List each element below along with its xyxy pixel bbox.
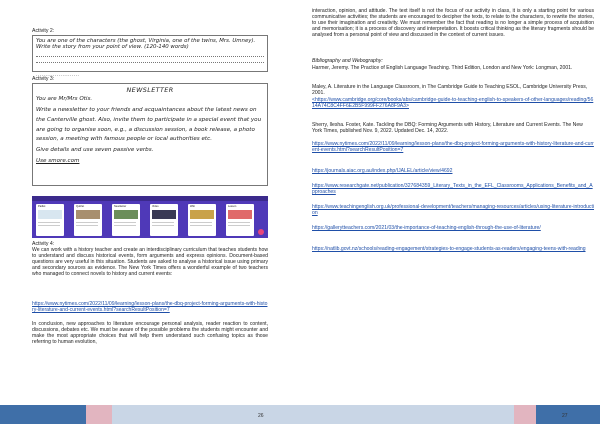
activity3-line3: Give details and use seven passive verbs. bbox=[36, 146, 154, 153]
newsletter-heading: NEWSLETTER bbox=[126, 86, 174, 94]
activity3-line4: Use smore.com bbox=[36, 158, 80, 165]
screenshot-card: Padlet bbox=[36, 204, 64, 236]
answer-line-2 bbox=[36, 57, 264, 63]
screenshot-card: Wiki bbox=[188, 204, 216, 236]
footer-band-light bbox=[112, 405, 300, 424]
activity3-label: Activity 3: bbox=[32, 76, 55, 82]
screenshot-card: Video bbox=[150, 204, 178, 236]
page-number: 26 bbox=[258, 413, 264, 419]
screenshot-card: Quizlet bbox=[74, 204, 102, 236]
footer-band-pink bbox=[86, 405, 112, 424]
footer-band-blue bbox=[536, 405, 600, 424]
screenshot-card: Lesson bbox=[226, 204, 254, 236]
reference-link[interactable]: https://www.nytimes.com/2022/11/09/learning/lesson-plans/the-dbq-project-forming-arguments-with-history-literature-and-current-events.html?searchResultPosition=7 bbox=[312, 141, 594, 154]
page-number: 27 bbox=[562, 413, 568, 419]
footer-band-blue bbox=[0, 405, 86, 424]
answer-line-tail: ....................... bbox=[36, 71, 80, 78]
reference-link[interactable]: https://gallerytteachers.com/2021/03/the-importance-of-teaching-english-through-the-use-of-literature/ bbox=[312, 225, 541, 231]
activity2-prompt: You are one of the characters (the ghost, Virginia, one of the twins, Mrs. Umney). Write the story from your point of view. (120-140 words) bbox=[36, 38, 256, 51]
reference-link[interactable]: https://journals.aiac.org.au/index.php/IJALEL/article/view/4692 bbox=[312, 168, 453, 174]
reference-link[interactable]: https://www.researchgate.net/publication/327684359_Literary_Texts_in_the_EFL_Classrooms_Applications_Benefits_and_Approaches bbox=[312, 183, 593, 196]
reference-link[interactable]: <https://www.cambridge.org/core/books/abs/cambridge-guide-to-teaching-english-to-speakers-of-other-languages/reading/5614A74C8C4FF6E2B5F999FF276A8F9A3> bbox=[312, 97, 594, 110]
conclusion-text: In conclusion, new approaches to literature encourage personal analysis, reader reaction to content, discussions, debates etc. We must be aware of the possible problems the students might encounter and make the most appropriate choices that will help them understand such confusing topics as those referring to human evolution, bbox=[32, 321, 268, 346]
activity2-label: Activity 2: bbox=[32, 28, 55, 34]
reference-link[interactable]: https://natlib.govt.nz/schools/reading-engagement/strategies-to-engage-students-as-readers/engaging-teens-with-reading bbox=[312, 246, 586, 252]
activity3-line1: You are Mr/Mrs Otis. bbox=[36, 96, 93, 102]
bibliography-heading: Bibliography and Webography: bbox=[312, 58, 383, 64]
padlet-screenshot bbox=[32, 196, 268, 238]
activity3-line2: Write a newsletter to your friends and acquaintances about the latest news on the Canterville ghost. Also, invite them to participate in a special event that you are going to organise soon, e.g., a discussion session, a book release, a photo session, a meeting with famous people or local authorities etc. bbox=[36, 107, 262, 143]
screenshot-header bbox=[32, 196, 268, 201]
reference-item: Sherry, Ilesha. Foster, Kate. Tackling the DBQ: Forming Arguments with History, Literature and Current Events. The New York Times, published Nov. 9, 2022. Updated Dec. 14, 2022. bbox=[312, 122, 583, 135]
footer-band-light bbox=[300, 405, 514, 424]
reference-item: Maley, A. Literature in the Language Classroom, in The Cambridge Guide to Teaching ESOL, Cambridge University Press, 2001. bbox=[312, 84, 588, 97]
screenshot-card: Newsletter bbox=[112, 204, 140, 236]
activity4-text: We can work with a history teacher and create an interdisciplinary curriculum that teaches students how to understand and discuss historical events, form arguments and express opinions. Document-based questions are very useful in this situation. Students are asked to analyse a historical issue using primary and secondary sources as evidence. The New York Times offers a wonderful example of two teachers who managed to connect novels to history and current events: bbox=[32, 247, 268, 278]
reference-link[interactable]: https://www.teachingenglish.org.uk/professional-development/teachers/managing-resources/articles/using-literature-introduction bbox=[312, 204, 594, 217]
activity4-label: Activity 4: bbox=[32, 241, 55, 247]
activity3-box bbox=[32, 83, 268, 186]
activity2-box bbox=[32, 35, 268, 78]
reference-item: Harmer, Jeremy. The Practice of English Language Teaching. Third Edition, London and New York: Longman, 2001. bbox=[312, 65, 573, 71]
footer-band-pink bbox=[514, 405, 536, 424]
right-page bbox=[300, 0, 600, 424]
activity4-link[interactable]: https://www.nytimes.com/2022/11/09/learning/lesson-plans/the-dbq-project-forming-arguments-with-history-literature-and-current-events.html?searchResultPosition=7 bbox=[32, 301, 268, 314]
intro-text: interaction, opinion, and attitude. The text itself is not the focus of our activity in class, it is only a starting point for various communicative activities; the students are encouraged to decipher the texts, to relate to the characters, to rewrite the stories, to use their imagination and creativity. We must remember the fact that reading is no longer a simple process of acquisition and memorisation; it is a process of discovery and interpretation. It boosts critical thinking as the literary fragments should be analysed from a personal point of view and discussed in the context of current issues. bbox=[312, 8, 594, 39]
add-post-icon bbox=[258, 229, 264, 235]
